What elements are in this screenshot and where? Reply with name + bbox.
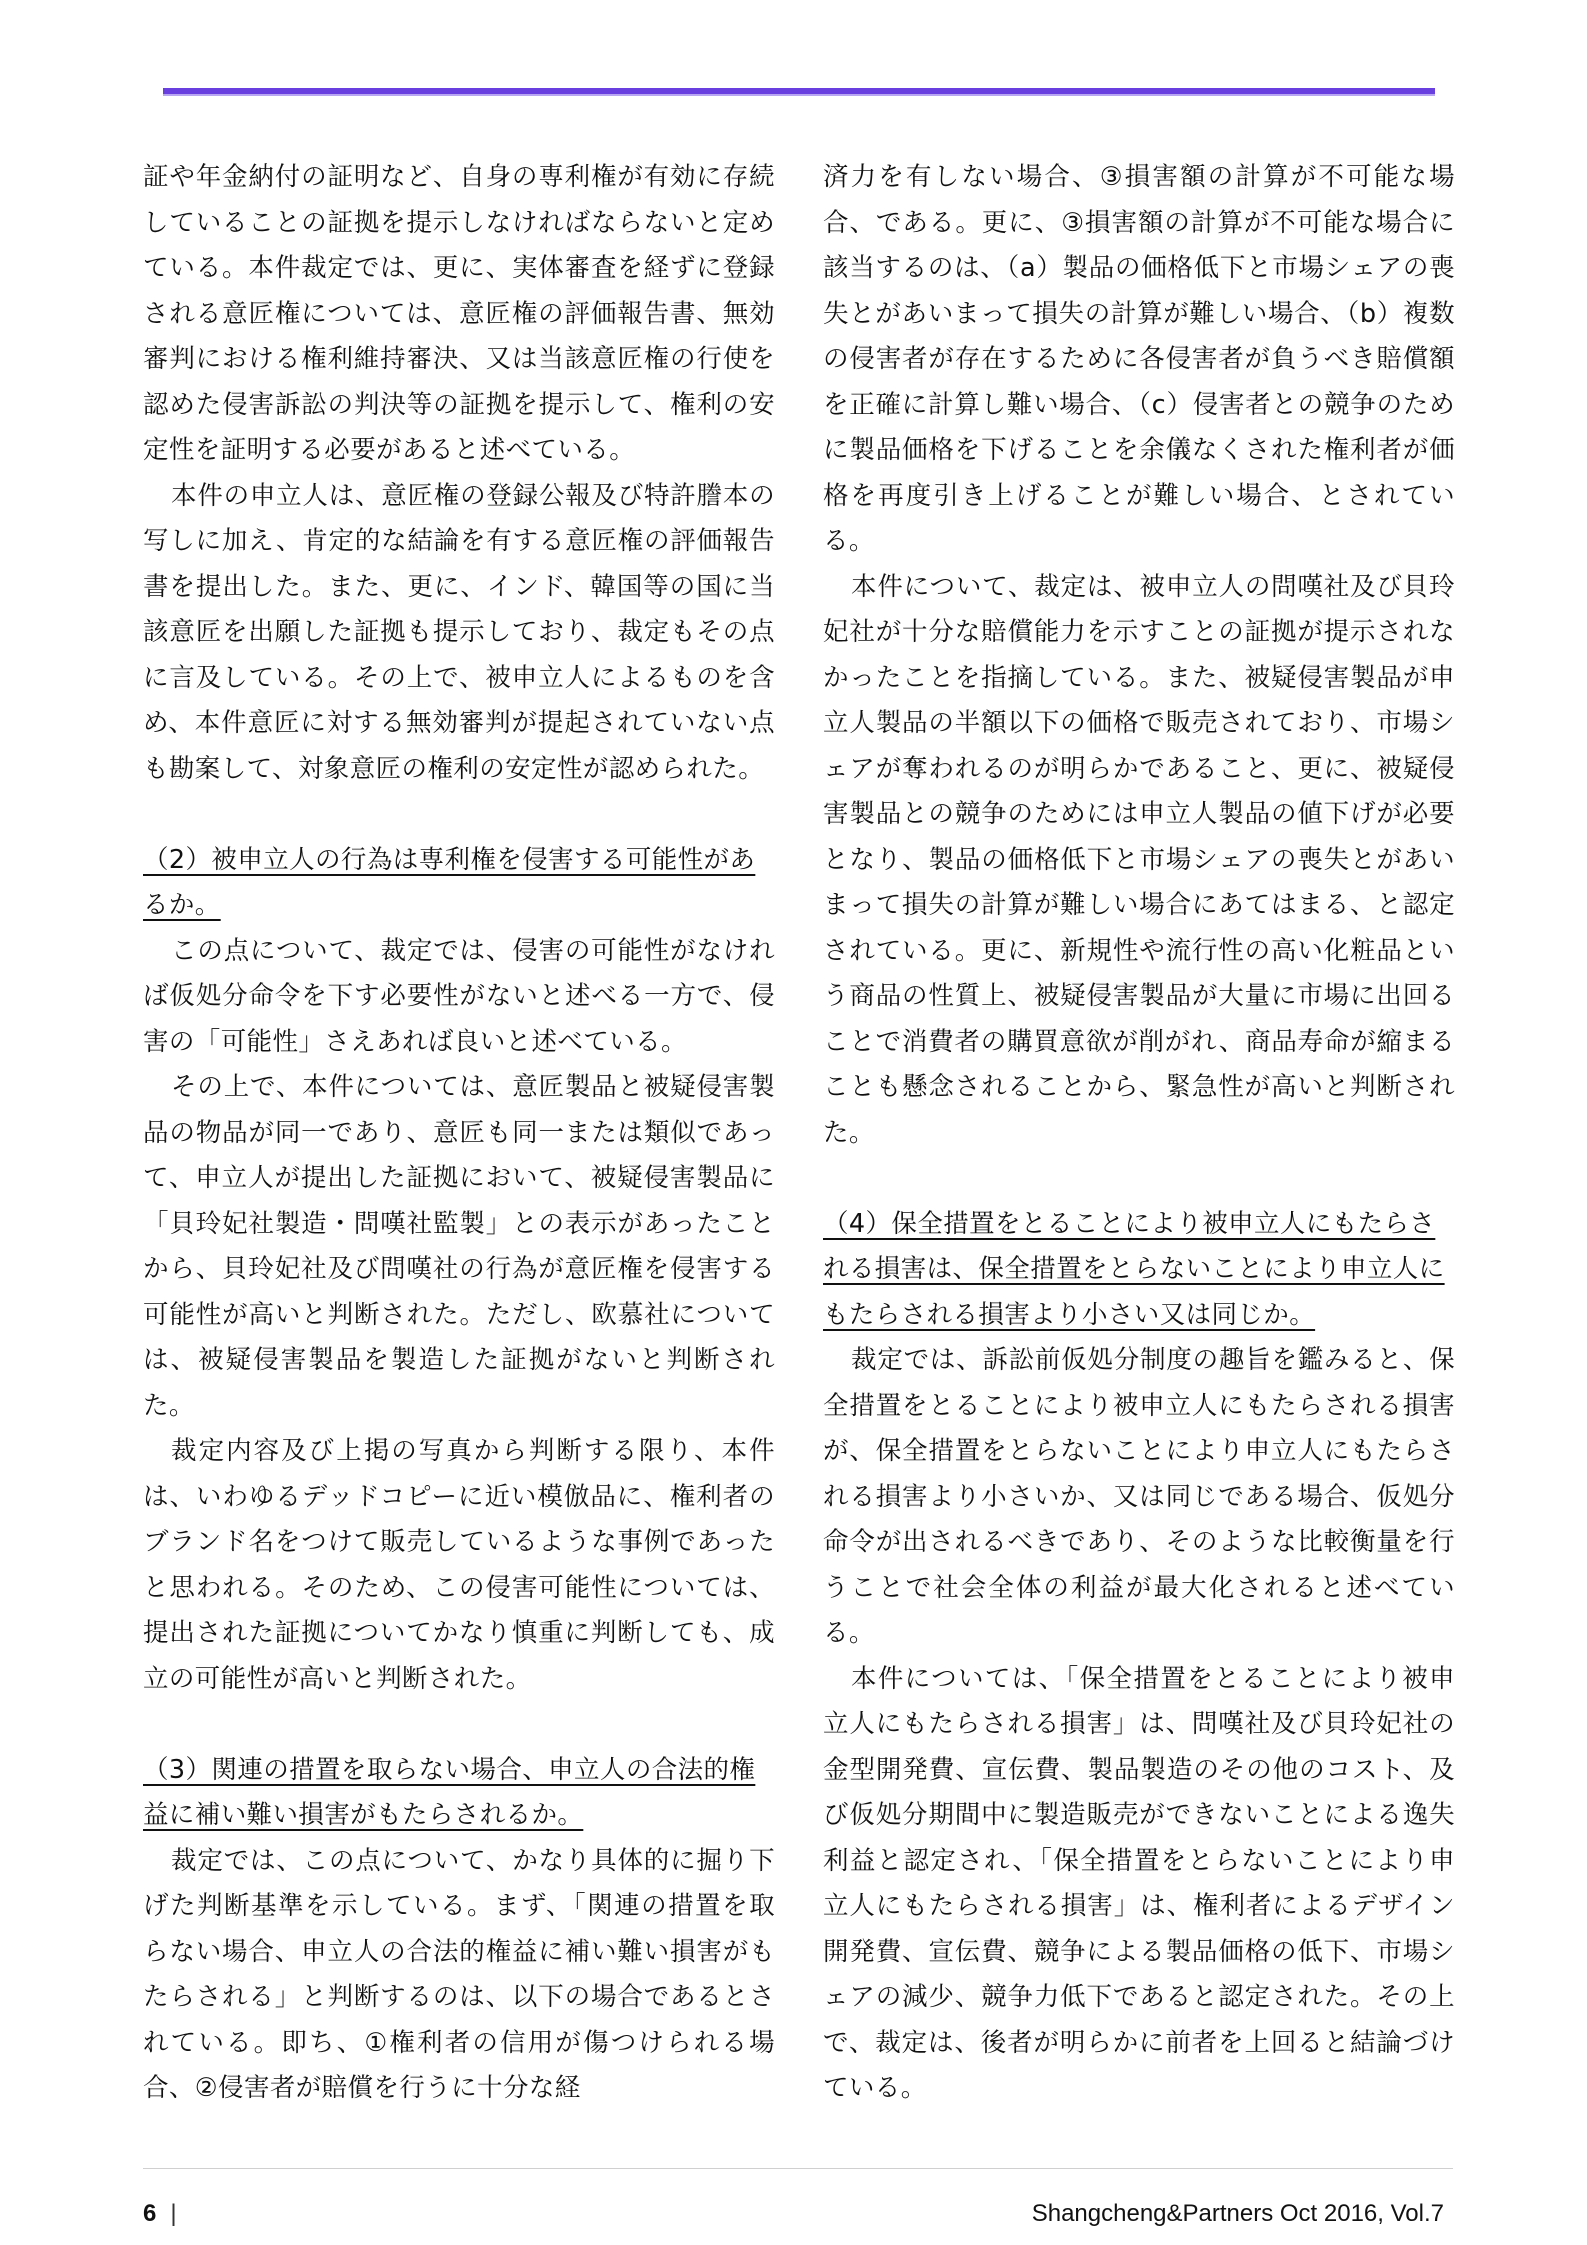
section-heading-2: （2）被申立人の行為は専利権を侵害する可能性があるか。 <box>143 844 756 920</box>
paragraph: 本件の申立人は、意匠権の登録公報及び特許謄本の写しに加え、肯定的な結論を有する意匠権の評価報告書を提出した。また、更に、インド、韓国等の国に当該意匠を出願した証拠も提示しており、裁定もその点に言及している。その上で、被申立人によるものを含め、本件意匠に対する無効審判が提起されていない点も勘案して、対象意匠の権利の安定性が認められた。 <box>143 480 775 784</box>
paragraph: この点について、裁定では、侵害の可能性がなければ仮処分命令を下す必要性がないと述べる一方で、侵害の「可能性」さえあれば良いと述べている。 <box>143 935 775 1057</box>
spacer <box>143 792 775 838</box>
paragraph: 本件については、「保全措置をとることにより被申立人にもたらされる損害」は、問嘆社及び貝玲妃社の金型開発費、宣伝費、製品製造のその他のコスト、及び仮処分期間中に製造販売ができないことによる逸失利益と認定され、「保全措置をとらないことにより申立人にもたらされる損害」は、権利者によるデザイン開発費、宣伝費、競争による製品価格の低下、市場シェアの減少、競争力低下であると認定された。その上で、裁定は、後者が明らかに前者を上回ると結論づけている。 <box>823 1663 1455 2103</box>
page-number-block <box>143 2200 177 2228</box>
paragraph: 済力を有しない場合、③損害額の計算が不可能な場合、である。更に、③損害額の計算が不可能な場合に該当するのは、（a）製品の価格低下と市場シェアの喪失とがあいまって損失の計算が難しい場合、（b）複数の侵害者が存在するために各侵害者が負うべき賠償額を正確に計算し難い場合、（c）侵害者との競争のために製品価格を下げることを余儀なくされた権利者が価格を再度引き上げることが難しい場合、とされている。 <box>823 162 1455 556</box>
section-heading-3: （3）関連の措置を取らない場合、申立人の合法的権益に補い難い損害がもたらされるか。 <box>143 1754 756 1830</box>
paragraph: 本件について、裁定は、被申立人の問嘆社及び貝玲妃社が十分な賠償能力を示すことの証拠が提示されなかったことを指摘している。また、被疑侵害製品が申立人製品の半額以下の価格で販売されており、市場シェアが奪われるのが明らかであること、更に、被疑侵害製品との競争のためには申立人製品の値下げが必要となり、製品の価格低下と市場シェアの喪失とがあいまって損失の計算が難しい場合にあてはまる、と認定されている。更に、新規性や流行性の高い化粧品という商品の性質上、被疑侵害製品が大量に市場に出回ることで消費者の購買意欲が削がれ、商品寿命が縮まることも懸念されることから、緊急性が高いと判断された。 <box>823 571 1455 1148</box>
footer-separator: | <box>170 2200 177 2227</box>
left-column <box>143 155 775 2112</box>
publication-info: Shangcheng&Partners Oct 2016, Vol.7 <box>1031 2200 1444 2227</box>
paragraph: 証や年金納付の証明など、自身の専利権が有効に存続していることの証拠を提示しなければならないと定めている。本件裁定では、更に、実体審査を経ずに登録される意匠権については、意匠権の評価報告書、無効審判における権利維持審決、又は当該意匠権の行使を認めた侵害訴訟の判決等の証拠を提示して、権利の安定性を証明する必要があると述べている。 <box>143 162 775 465</box>
footer-rule <box>143 2168 1453 2169</box>
spacer <box>823 1156 1455 1202</box>
section-heading-4: （4）保全措置をとることにより被申立人にもたらされる損害は、保全措置をとらないことにより申立人にもたらされる損害より小さい又は同じか。 <box>823 1208 1445 1330</box>
page-number: 6 <box>143 2200 157 2227</box>
paragraph: 裁定内容及び上掲の写真から判断する限り、本件は、いわゆるデッドコピーに近い模倣品に、権利者のブランド名をつけて販売しているような事例であったと思われる。そのため、この侵害可能性については、提出された証拠についてかなり慎重に判断しても、成立の可能性が高いと判断された。 <box>143 1436 775 1694</box>
paragraph: 裁定では、訴訟前仮処分制度の趣旨を鑑みると、保全措置をとることにより被申立人にもたらされる損害が、保全措置をとらないことにより申立人にもたらされる損害より小さいか、又は同じである場合、仮処分命令が出されるべきであり、そのような比較衡量を行うことで社会全体の利益が最大化されると述べている。 <box>823 1345 1455 1648</box>
paragraph: その上で、本件については、意匠製品と被疑侵害製品の物品が同一であり、意匠も同一または類似であって、申立人が提出した証拠において、被疑侵害製品に「貝玲妃社製造・問嘆社監製」との表示があったことから、貝玲妃社及び問嘆社の行為が意匠権を侵害する可能性が高いと判断された。ただし、欧慕社については、被疑侵害製品を製造した証拠がないと判断された。 <box>143 1072 775 1421</box>
header-rule <box>163 88 1435 96</box>
spacer <box>143 1702 775 1748</box>
right-column <box>823 155 1455 2112</box>
paragraph: 裁定では、この点について、かなり具体的に掘り下げた判断基準を示している。まず、「関連の措置を取らない場合、申立人の合法的権益に補い難い損害がもたらされる」と判断するのは、以下の場合であるとされている。即ち、①権利者の信用が傷つけられる場合、②侵害者が賠償を行うに十分な経 <box>143 1845 775 2103</box>
